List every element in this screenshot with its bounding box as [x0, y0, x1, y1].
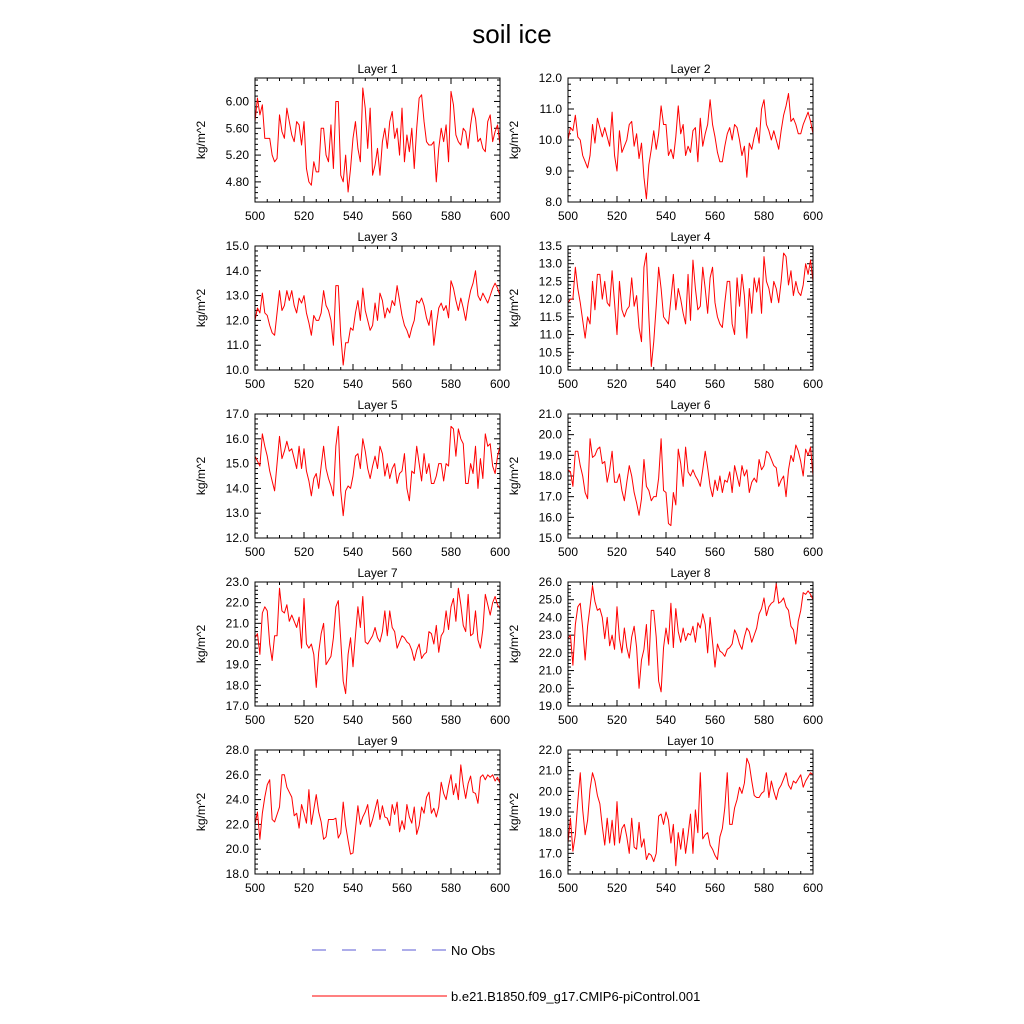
x-tick-label: 560	[391, 209, 413, 223]
y-axis-label: kg/m^2	[194, 120, 208, 160]
y-tick-label: 15.0	[225, 456, 249, 471]
y-tick-label: 19.0	[538, 805, 562, 819]
y-tick-label: 10.0	[538, 133, 562, 147]
legend	[312, 943, 700, 1004]
y-tick-label: 13.0	[225, 288, 249, 303]
x-tick-label: 540	[655, 545, 677, 559]
x-tick-label: 500	[557, 377, 579, 391]
y-tick-label: 19.0	[225, 657, 249, 672]
x-tick-label: 560	[704, 881, 726, 895]
x-tick-label: 600	[802, 209, 824, 223]
x-tick-label: 540	[655, 713, 677, 727]
y-tick-label: 12.5	[538, 274, 562, 289]
x-tick-label: 560	[704, 545, 726, 559]
x-tick-label: 560	[704, 377, 726, 391]
y-tick-label: 12.0	[225, 313, 249, 328]
series-line	[568, 439, 813, 526]
x-tick-label: 580	[753, 713, 775, 727]
panel-title: Layer 10	[667, 734, 714, 748]
x-tick-label: 520	[606, 881, 628, 895]
y-axis-label: kg/m^2	[507, 120, 521, 160]
series-line	[568, 758, 813, 865]
y-tick-label: 10.5	[538, 345, 562, 360]
y-tick-label: 11.0	[226, 338, 249, 353]
y-tick-label: 19.0	[538, 448, 562, 463]
x-tick-label: 580	[753, 881, 775, 895]
x-tick-label: 600	[489, 545, 511, 559]
series-line	[255, 88, 500, 192]
x-tick-label: 580	[440, 545, 462, 559]
y-tick-label: 17.0	[538, 846, 562, 861]
x-tick-label: 500	[557, 209, 579, 223]
y-tick-label: 23.0	[225, 575, 249, 589]
legend-model-label: b.e21.B1850.f09_g17.CMIP6-piControl.001	[451, 989, 701, 1004]
x-tick-label: 520	[293, 881, 315, 895]
x-tick-label: 500	[244, 545, 266, 559]
y-tick-label: 17.0	[225, 407, 249, 421]
y-tick-label: 16.0	[225, 431, 249, 446]
y-tick-label: 11.5	[539, 309, 562, 324]
x-tick-label: 500	[244, 713, 266, 727]
figure-title: soil ice	[472, 19, 552, 49]
x-tick-label: 540	[342, 713, 364, 727]
x-tick-label: 520	[606, 209, 628, 223]
plot-frame	[568, 582, 813, 706]
panel-layer-5	[194, 398, 510, 559]
y-tick-label: 18.0	[225, 678, 249, 693]
y-tick-label: 13.0	[225, 506, 249, 521]
y-tick-label: 22.0	[225, 817, 249, 832]
panel-layer-6	[507, 398, 823, 559]
series-line	[568, 584, 813, 692]
y-tick-label: 19.0	[538, 699, 562, 713]
y-tick-label: 18.0	[538, 469, 562, 483]
y-tick-label: 21.0	[538, 663, 562, 678]
x-tick-label: 580	[753, 209, 775, 223]
x-tick-label: 540	[655, 377, 677, 391]
x-tick-label: 600	[489, 713, 511, 727]
y-tick-label: 26.0	[538, 575, 562, 589]
y-tick-label: 18.0	[225, 867, 249, 881]
x-tick-label: 560	[391, 713, 413, 727]
x-tick-label: 580	[440, 377, 462, 391]
y-tick-label: 20.0	[538, 784, 562, 799]
x-tick-label: 520	[606, 713, 628, 727]
y-tick-label: 4.80	[225, 174, 249, 189]
series-line	[255, 588, 500, 693]
y-tick-label: 20.0	[225, 637, 249, 651]
x-tick-label: 520	[606, 545, 628, 559]
series-line	[255, 765, 500, 854]
panel-title: Layer 6	[670, 398, 711, 412]
x-tick-label: 560	[391, 545, 413, 559]
y-tick-label: 22.0	[225, 595, 249, 610]
x-tick-label: 520	[606, 377, 628, 391]
y-tick-label: 13.5	[538, 239, 562, 253]
y-tick-label: 14.0	[225, 481, 249, 496]
y-tick-label: 13.0	[538, 256, 562, 271]
x-tick-label: 520	[293, 713, 315, 727]
plot-frame	[568, 246, 813, 370]
panel-layer-7	[194, 566, 510, 727]
x-tick-label: 560	[391, 881, 413, 895]
y-tick-label: 25.0	[538, 592, 562, 607]
y-tick-label: 14.0	[225, 263, 249, 278]
series-line	[255, 271, 500, 365]
plot-frame	[255, 750, 500, 874]
series-line	[568, 253, 813, 366]
x-tick-label: 600	[489, 209, 511, 223]
y-tick-label: 5.60	[225, 121, 249, 136]
x-tick-label: 500	[557, 713, 579, 727]
y-axis-label: kg/m^2	[507, 288, 521, 328]
panel-title: Layer 5	[357, 398, 398, 412]
x-tick-label: 540	[655, 209, 677, 223]
y-axis-label: kg/m^2	[194, 624, 208, 664]
y-tick-label: 24.0	[538, 610, 562, 625]
legend-obs-label: No Obs	[451, 943, 496, 958]
y-tick-label: 21.0	[538, 407, 562, 421]
y-tick-label: 10.0	[225, 363, 249, 377]
panel-title: Layer 3	[357, 230, 398, 244]
y-tick-label: 15.0	[538, 531, 562, 545]
y-tick-label: 9.0	[545, 164, 562, 178]
y-tick-label: 11.0	[539, 102, 562, 116]
panel-title: Layer 1	[357, 62, 398, 76]
y-tick-label: 10.0	[538, 363, 562, 377]
panel-title: Layer 9	[357, 734, 398, 748]
y-tick-label: 21.0	[538, 763, 562, 778]
y-tick-label: 17.0	[538, 489, 562, 504]
panel-title: Layer 8	[670, 566, 711, 580]
x-tick-label: 500	[557, 881, 579, 895]
y-tick-label: 23.0	[538, 628, 562, 643]
x-tick-label: 540	[342, 881, 364, 895]
panel-title: Layer 4	[670, 230, 711, 244]
panel-layer-3	[194, 230, 510, 391]
y-axis-label: kg/m^2	[507, 624, 521, 664]
x-tick-label: 580	[753, 377, 775, 391]
y-tick-label: 6.00	[225, 94, 249, 109]
plot-frame	[255, 414, 500, 538]
x-tick-label: 540	[342, 209, 364, 223]
panel-title: Layer 2	[670, 62, 711, 76]
x-tick-label: 560	[704, 713, 726, 727]
y-tick-label: 12.0	[538, 71, 562, 85]
y-tick-label: 20.0	[538, 427, 562, 442]
y-tick-label: 18.0	[538, 825, 562, 840]
x-tick-label: 600	[489, 881, 511, 895]
x-tick-label: 580	[753, 545, 775, 559]
y-tick-label: 12.0	[225, 531, 249, 545]
y-tick-label: 17.0	[225, 699, 249, 713]
panel-layer-4	[507, 230, 823, 391]
x-tick-label: 600	[802, 377, 824, 391]
y-tick-label: 5.20	[225, 148, 249, 163]
panel-title: Layer 7	[357, 566, 398, 580]
y-tick-label: 8.0	[545, 195, 562, 209]
x-tick-label: 560	[391, 377, 413, 391]
x-tick-label: 500	[244, 881, 266, 895]
x-tick-label: 600	[802, 713, 824, 727]
y-tick-label: 21.0	[225, 616, 249, 631]
x-tick-label: 580	[440, 881, 462, 895]
y-tick-label: 11.0	[539, 327, 562, 342]
y-tick-label: 26.0	[225, 767, 249, 782]
x-tick-label: 500	[244, 377, 266, 391]
x-tick-label: 600	[802, 545, 824, 559]
y-tick-label: 24.0	[225, 792, 249, 807]
panel-layer-1	[194, 62, 510, 223]
plot-frame	[568, 750, 813, 874]
y-axis-label: kg/m^2	[507, 792, 521, 832]
series-line	[255, 426, 500, 515]
y-axis-label: kg/m^2	[194, 456, 208, 496]
x-tick-label: 600	[489, 377, 511, 391]
x-tick-label: 580	[440, 713, 462, 727]
x-tick-label: 540	[342, 545, 364, 559]
x-tick-label: 500	[557, 545, 579, 559]
y-tick-label: 12.0	[538, 292, 562, 307]
panel-layer-9	[194, 734, 510, 895]
y-tick-label: 28.0	[225, 743, 249, 757]
y-tick-label: 15.0	[225, 239, 249, 253]
y-tick-label: 20.0	[225, 842, 249, 857]
x-tick-label: 580	[440, 209, 462, 223]
y-axis-label: kg/m^2	[507, 456, 521, 496]
x-tick-label: 600	[802, 881, 824, 895]
y-tick-label: 16.0	[538, 867, 562, 881]
panel-layer-10	[507, 734, 823, 895]
plot-frame	[255, 78, 500, 202]
plot-frame	[255, 582, 500, 706]
panels-grid	[194, 62, 823, 895]
series-line	[568, 94, 813, 199]
y-tick-label: 22.0	[538, 645, 562, 660]
y-tick-label: 22.0	[538, 743, 562, 757]
x-tick-label: 520	[293, 377, 315, 391]
x-tick-label: 540	[655, 881, 677, 895]
panel-layer-2	[507, 62, 823, 223]
x-tick-label: 500	[244, 209, 266, 223]
x-tick-label: 520	[293, 209, 315, 223]
x-tick-label: 540	[342, 377, 364, 391]
y-axis-label: kg/m^2	[194, 288, 208, 328]
panel-layer-8	[507, 566, 823, 727]
y-tick-label: 16.0	[538, 510, 562, 525]
x-tick-label: 520	[293, 545, 315, 559]
y-axis-label: kg/m^2	[194, 792, 208, 832]
x-tick-label: 560	[704, 209, 726, 223]
y-tick-label: 20.0	[538, 681, 562, 696]
